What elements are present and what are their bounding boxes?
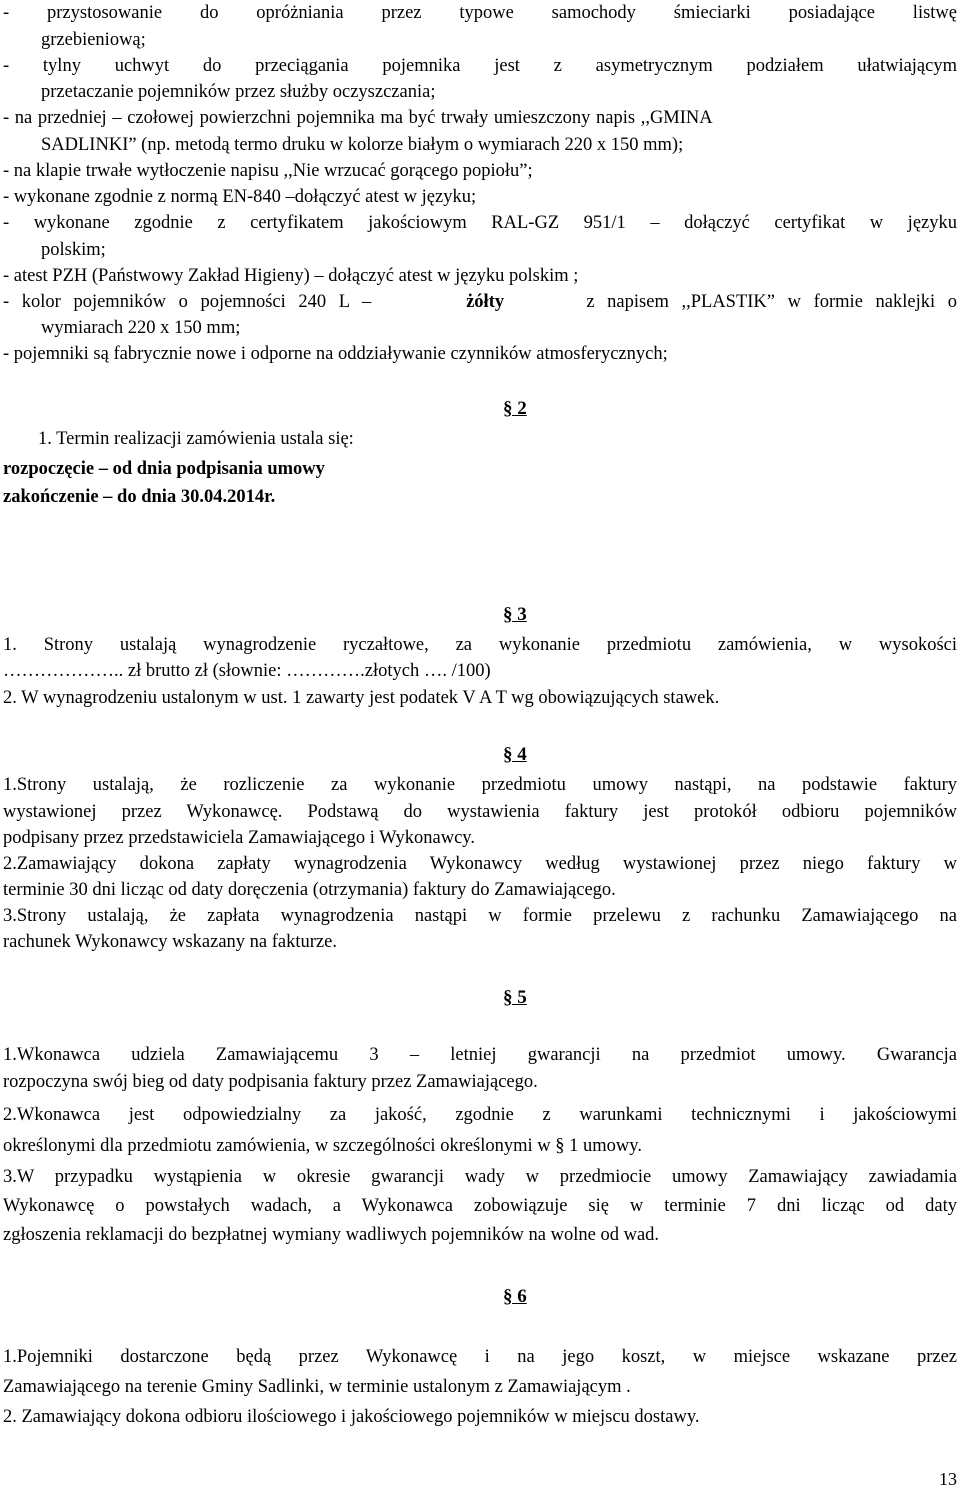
paragraph-line: 3.W przypadku wystąpienia w okresie gwarancji wady w przedmiocie umowy Zamawiający zawiadamia — [3, 1167, 957, 1187]
list-item: - na przedniej – czołowej powierzchni pojemnika ma być trwały umieszczony napis ,,GMINA — [3, 108, 713, 128]
list-item — [3, 289, 957, 316]
paragraph-line: rachunek Wykonawcy wskazany na fakturze. — [3, 932, 337, 952]
paragraph-line: zgłoszenia reklamacji do bezpłatnej wymiany wadliwych pojemników na wolne od wad. — [3, 1225, 660, 1245]
list-item-cont: polskim; — [41, 240, 106, 260]
list-item-part: - kolor pojemników o pojemności 240 L – — [3, 292, 384, 312]
paragraph-line: wystawionej przez Wykonawcę. Podstawą do wystawienia faktury jest protokół odbioru pojemników — [3, 802, 957, 822]
list-item-cont: SADLINKI” (np. metodą termo druku w kolorze białym o wymiarach 220 x 150 mm); — [41, 135, 684, 155]
list-item: - pojemniki są fabrycznie nowe i odporne na oddziaływanie czynników atmosferycznych; — [3, 344, 668, 364]
paragraph-line: 1.Pojemniki dostarczone będą przez Wykonawcę i na jego koszt, w miejsce wskazane przez — [3, 1347, 957, 1367]
list-item: - wykonane zgodnie z normą EN-840 –dołączyć atest w języku; — [3, 187, 477, 207]
term-end: zakończenie – do dnia 30.04.2014r. — [3, 487, 276, 507]
section-heading-4: § 4 — [503, 744, 527, 765]
paragraph-line: terminie 30 dni licząc od daty doręczenia (otrzymania) faktury do Zamawiającego. — [3, 880, 616, 900]
section-heading-6: § 6 — [503, 1286, 527, 1307]
list-item-part: z napisem ,,PLASTIK” w formie naklejki o — [586, 292, 957, 312]
section-heading-2: § 2 — [503, 398, 527, 419]
section-heading-3: § 3 — [503, 604, 527, 625]
paragraph-line: ……………….. zł brutto zł (słownie: ………….złotych …. /100) — [3, 661, 491, 681]
list-item-cont: przetaczanie pojemników przez służby oczyszczania; — [41, 82, 436, 102]
paragraph-line: określonymi dla przedmiotu zamówienia, w szczególności określonymi w § 1 umowy. — [3, 1136, 642, 1156]
paragraph-line: 1. Strony ustalają wynagrodzenie ryczałtowe, za wykonanie przedmiotu zamówienia, w wysokości — [3, 635, 957, 655]
term-item: 1. Termin realizacji zamówienia ustala się: — [38, 429, 354, 449]
list-item: - atest PZH (Państwowy Zakład Higieny) – dołączyć atest w języku polskim ; — [3, 266, 579, 286]
paragraph-line: 1.Wkonawca udziela Zamawiającemu 3 – letniej gwarancji na przedmiot umowy. Gwarancja — [3, 1045, 957, 1065]
term-start: rozpoczęcie – od dnia podpisania umowy — [3, 459, 325, 479]
list-item: - przystosowanie do opróżniania przez typowe samochody śmieciarki posiadające listwę — [3, 3, 957, 23]
paragraph-line: Zamawiającego na terenie Gminy Sadlinki, w terminie ustalonym z Zamawiającym . — [3, 1377, 631, 1397]
list-item: - na klapie trwałe wytłoczenie napisu ,,Nie wrzucać gorącego popiołu”; — [3, 161, 533, 181]
paragraph-line: rozpoczyna swój bieg od daty podpisania faktury przez Zamawiającego. — [3, 1072, 538, 1092]
page-number: 13 — [939, 1469, 957, 1489]
paragraph-line: 2. W wynagrodzeniu ustalonym w ust. 1 zawarty jest podatek V A T wg obowiązujących stawek. — [3, 688, 720, 708]
list-item: - wykonane zgodnie z certyfikatem jakościowym RAL-GZ 951/1 – dołączyć certyfikat w języku — [3, 213, 957, 233]
paragraph-line: 2. Zamawiający dokona odbioru ilościowego i jakościowego pojemników w miejscu dostawy. — [3, 1407, 700, 1427]
paragraph-line: 2.Wkonawca jest odpowiedzialny za jakość, zgodnie z warunkami technicznymi i jakościowymi — [3, 1105, 957, 1125]
paragraph-line: 3.Strony ustalają, że zapłata wynagrodzenia nastąpi w formie przelewu z rachunku Zamawiającego na — [3, 906, 957, 926]
list-item: - tylny uchwyt do przeciągania pojemnika jest z asymetrycznym podziałem ułatwiającym — [3, 56, 957, 76]
paragraph-line: podpisany przez przedstawiciela Zamawiającego i Wykonawcy. — [3, 828, 475, 848]
list-item-cont: grzebieniową; — [41, 30, 146, 50]
paragraph-line: Wykonawcę o powstałych wadach, a Wykonawca zobowiązuje się w terminie 7 dni licząc od daty — [3, 1196, 957, 1216]
list-item-cont: wymiarach 220 x 150 mm; — [41, 318, 241, 338]
paragraph-line: 1.Strony ustalają, że rozliczenie za wykonanie przedmiotu umowy nastąpi, na podstawie faktury — [3, 775, 957, 795]
color-emphasis: żółty — [466, 292, 505, 312]
paragraph-line: 2.Zamawiający dokona zapłaty wynagrodzenia Wykonawcy według wystawionej przez niego faktury w — [3, 854, 957, 874]
section-heading-5: § 5 — [503, 987, 527, 1008]
